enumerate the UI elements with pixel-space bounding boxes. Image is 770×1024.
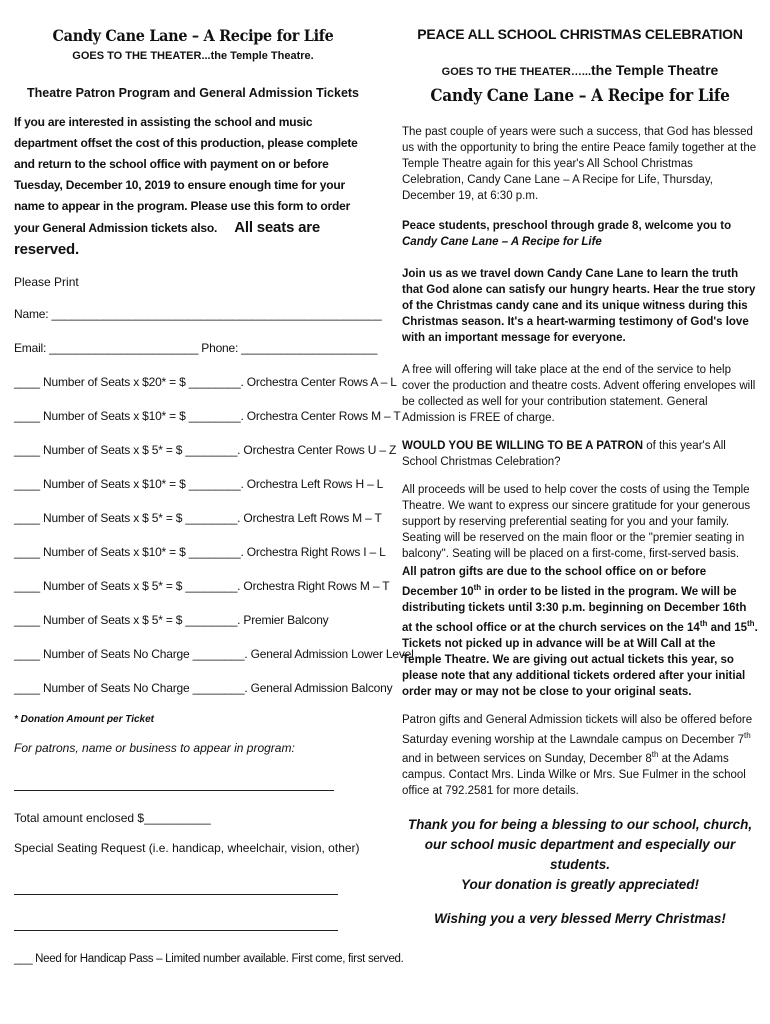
- deadline-text: All patron gifts are due to the school office on or before December 10: [402, 566, 707, 598]
- deadline-text: and 15: [707, 621, 748, 634]
- seats-reserved-note: All seats are reserved.: [14, 219, 321, 258]
- left-title: Candy Cane Lane – A Recipe for Life: [52, 26, 334, 45]
- paragraph-patron-question: [402, 438, 758, 470]
- paragraph-deadline: [402, 564, 758, 700]
- patron-name-line[interactable]: [14, 789, 334, 791]
- contact-text: at the Adams campus. Contact Mrs. Linda Wilke or Mrs. Sue Fulmer in the school office at 792.2581 for more details.: [402, 753, 746, 798]
- deadline-text: . Tickets not picked up in advance will be at Will Call at the Temple Theatre. We are giving out actual tickets this year, so please note that any additional tickets ordered after your initial order may or may not be close to your original seats.: [402, 621, 758, 698]
- closing-wishes: Wishing you a very blessed Merry Christmas!: [434, 911, 726, 927]
- deadline-sup: th: [699, 618, 708, 628]
- patron-question-rest: of this year's All School Christmas Celebration?: [402, 440, 726, 468]
- seat-row[interactable]: ____ Number of Seats x $10* = $ ________. Orchestra Center Rows M – T: [14, 409, 401, 423]
- seat-row[interactable]: ____ Number of Seats No Charge ________. General Admission Balcony: [14, 681, 393, 695]
- right-heading: PEACE ALL SCHOOL CHRISTMAS CELEBRATION: [417, 26, 743, 42]
- deadline-text: in order to be listed in the program. We will be distributing tickets until 3:30 p.m. beginning on December 16th at the school office or at the church services on the 14: [402, 585, 747, 634]
- paragraph-intro: The past couple of years were such a success, that God has blessed us with the opportunity to bring the entire Peace family together at the Temple Theatre again for this year's All School Christmas Celebration, Candy Cane Lane – A Recipe for Life, Thursday, December 19, at 6:30 p.m.: [402, 126, 757, 202]
- order-form-column: [14, 26, 414, 965]
- seat-row[interactable]: ____ Number of Seats x $10* = $ ________. Orchestra Left Rows H – L: [14, 477, 384, 491]
- seat-row[interactable]: ____ Number of Seats x $ 5* = $ ________. Premier Balcony: [14, 613, 329, 627]
- contact-text: and in between services on Sunday, December 8: [402, 753, 652, 766]
- special-request-line[interactable]: [14, 893, 338, 895]
- closing-thanks: Thank you for being a blessing to our school, church, our school music department and especially our students.: [407, 817, 753, 873]
- right-goes-line: [402, 62, 758, 80]
- seat-row[interactable]: ____ Number of Seats x $ 5* = $ ________. Orchestra Right Rows M – T: [14, 579, 390, 593]
- right-title: Candy Cane Lane – A Recipe for Life: [430, 86, 730, 106]
- contact-sup: th: [744, 730, 751, 740]
- intro-text: If you are interested in assisting the school and music department offset the cost of this production, please complete and return to the school office with payment on or before Tuesday, December 10, 2019 to ensure enough time for your name to appear in the program. Please use this form to order your General Admission tickets also.: [14, 115, 358, 235]
- deadline-sup: th: [473, 583, 482, 592]
- paragraph-welcome: [402, 218, 758, 250]
- contact-text: Patron gifts and General Admission tickets will also be offered before Saturday evening worship at the Lawndale campus on December 7: [402, 713, 753, 746]
- goes-suffix: the Temple Theatre: [591, 62, 719, 78]
- name-field[interactable]: Name: ___________________________________________________: [14, 307, 382, 321]
- paragraph-proceeds: All proceeds will be used to help cover the costs of using the Temple Theatre. We want to express our sincere gratitude for your generous support by reserving preferential seating for you and your family. Seating will be reserved on the main floor or the "premier seating in balcony". Seating will be placed on a first-come, first-served basis.: [402, 484, 751, 560]
- contact-sup: th: [651, 750, 659, 760]
- closing-appreciation: Your donation is greatly appreciated!: [460, 877, 700, 893]
- seat-row[interactable]: ____ Number of Seats No Charge ________. General Admission Lower Level: [14, 647, 414, 661]
- please-print-label: Please Print: [14, 275, 79, 289]
- special-request-label: Special Seating Request (i.e. handicap, wheelchair, vision, other): [14, 841, 360, 855]
- seat-order-list: [14, 372, 414, 712]
- welcome-show-title: Candy Cane Lane – A Recipe for Life: [402, 236, 602, 248]
- donation-note: * Donation Amount per Ticket: [14, 714, 155, 725]
- seat-row[interactable]: ____ Number of Seats x $ 5* = $ ________. Orchestra Left Rows M – T: [14, 511, 382, 525]
- seat-row[interactable]: ____ Number of Seats x $20* = $ ________. Orchestra Center Rows A – L: [14, 375, 397, 389]
- paragraph-contact: [402, 712, 758, 800]
- info-column: [402, 26, 758, 929]
- intro-paragraph: [14, 112, 372, 261]
- seat-row[interactable]: ____ Number of Seats x $10* = $ ________. Orchestra Right Rows I – L: [14, 545, 386, 559]
- welcome-text: Peace students, preschool through grade 8, welcome you to: [402, 220, 732, 232]
- goes-prefix: GOES TO THE THEATER…...: [441, 66, 591, 78]
- email-phone-field[interactable]: Email: _______________________ Phone: _____________________: [14, 341, 378, 355]
- deadline-sup: th: [747, 618, 755, 628]
- paragraph-journey: Join us as we travel down Candy Cane Lane to learn the truth that God alone can satisfy our hungry hearts. Hear the true story of the Christmas candy cane and its unique witness during this Christmas season. It's a heart-warming testimony of God's love with an important message for everyone.: [402, 268, 756, 344]
- special-request-line[interactable]: [14, 929, 338, 931]
- seat-row[interactable]: ____ Number of Seats x $ 5* = $ ________. Orchestra Center Rows U – Z: [14, 443, 397, 457]
- total-enclosed-field[interactable]: Total amount enclosed $__________: [14, 811, 211, 825]
- patron-question-bold: WOULD YOU BE WILLING TO BE A PATRON: [402, 440, 644, 452]
- handicap-pass-field[interactable]: ___ Need for Handicap Pass – Limited number available. First come, first served.: [14, 953, 404, 965]
- patron-name-prompt: For patrons, name or business to appear in program:: [14, 741, 295, 755]
- section-heading: Theatre Patron Program and General Admission Tickets: [26, 86, 360, 100]
- paragraph-offering: A free will offering will take place at the end of the service to help cover the production and theatre costs. Advent offering envelopes will be collected as well for your contribution statement. General Admission is FREE of charge.: [402, 364, 756, 424]
- left-subtitle: GOES TO THE THEATER...the Temple Theatre.: [72, 50, 314, 62]
